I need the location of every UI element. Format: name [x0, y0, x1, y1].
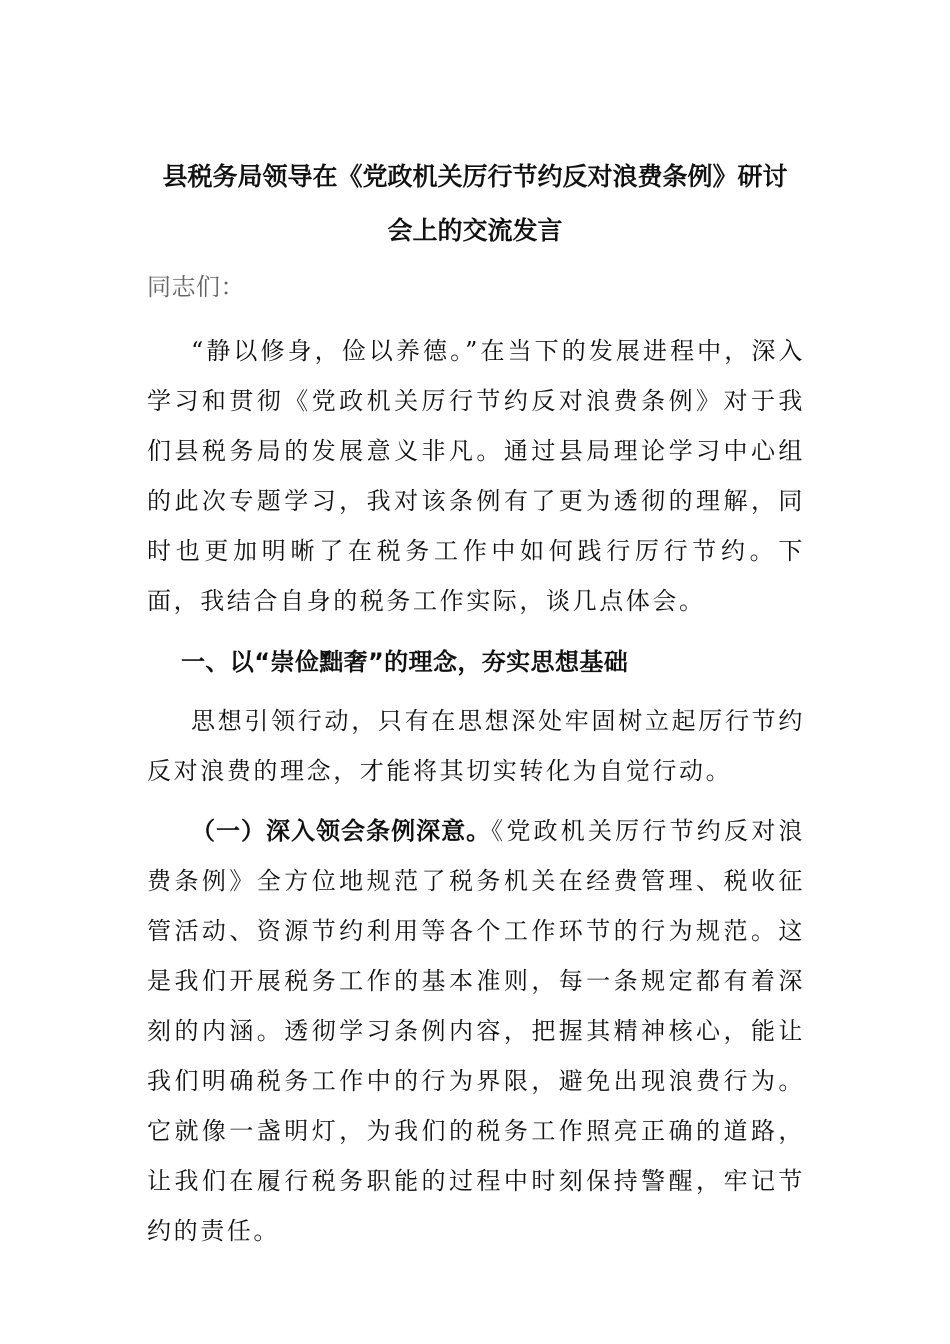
subsection-1-text: 《党政机关厉行节约反对浪费条例》全方位地规范了税务机关在经费管理、税收征管活动、资源节约利用等各个工作环节的行为规范。这是我们开展税务工作的基本准则，每一条规定都有着深刻的内涵。透彻学习条例内容，把握其精神核心，能让我们明确税务工作中的行为界限，避免出现浪费行为。它就像一盏明灯，为我们的税务工作照亮正确的道路，让我们在履行税务职能的过程中时刻保持警醒，牢记节约的责任。	[147, 817, 805, 1245]
subsection-1-lead: （一）深入领会条例深意。	[191, 817, 492, 845]
salutation: 同志们：	[147, 273, 245, 301]
subsection-1-paragraph	[147, 806, 805, 1256]
section-1-heading: 一、以“崇俭黜奢”的理念，夯实思想基础	[181, 648, 629, 676]
title-line-2: 会上的交流发言	[387, 216, 563, 245]
document-body	[147, 262, 805, 1256]
title-line-1: 县税务局领导在《党政机关厉行节约反对浪费条例》研讨	[162, 162, 788, 191]
section-1-intro-paragraph: 思想引领行动，只有在思想深处牢固树立起厉行节约反对浪费的理念，才能将其切实转化为自觉行动。	[147, 707, 805, 785]
intro-paragraph: “静以修身，俭以养德。”在当下的发展进程中，深入学习和贯彻《党政机关厉行节约反对浪费条例》对于我们县税务局的发展意义非凡。通过县局理论学习中心组的此次专题学习，我对该条例有了更为透彻的理解，同时也更加明晰了在税务工作中如何践行厉行节约。下面，我结合自身的税务工作实际，谈几点体会。	[147, 337, 805, 615]
document-title	[145, 150, 805, 258]
